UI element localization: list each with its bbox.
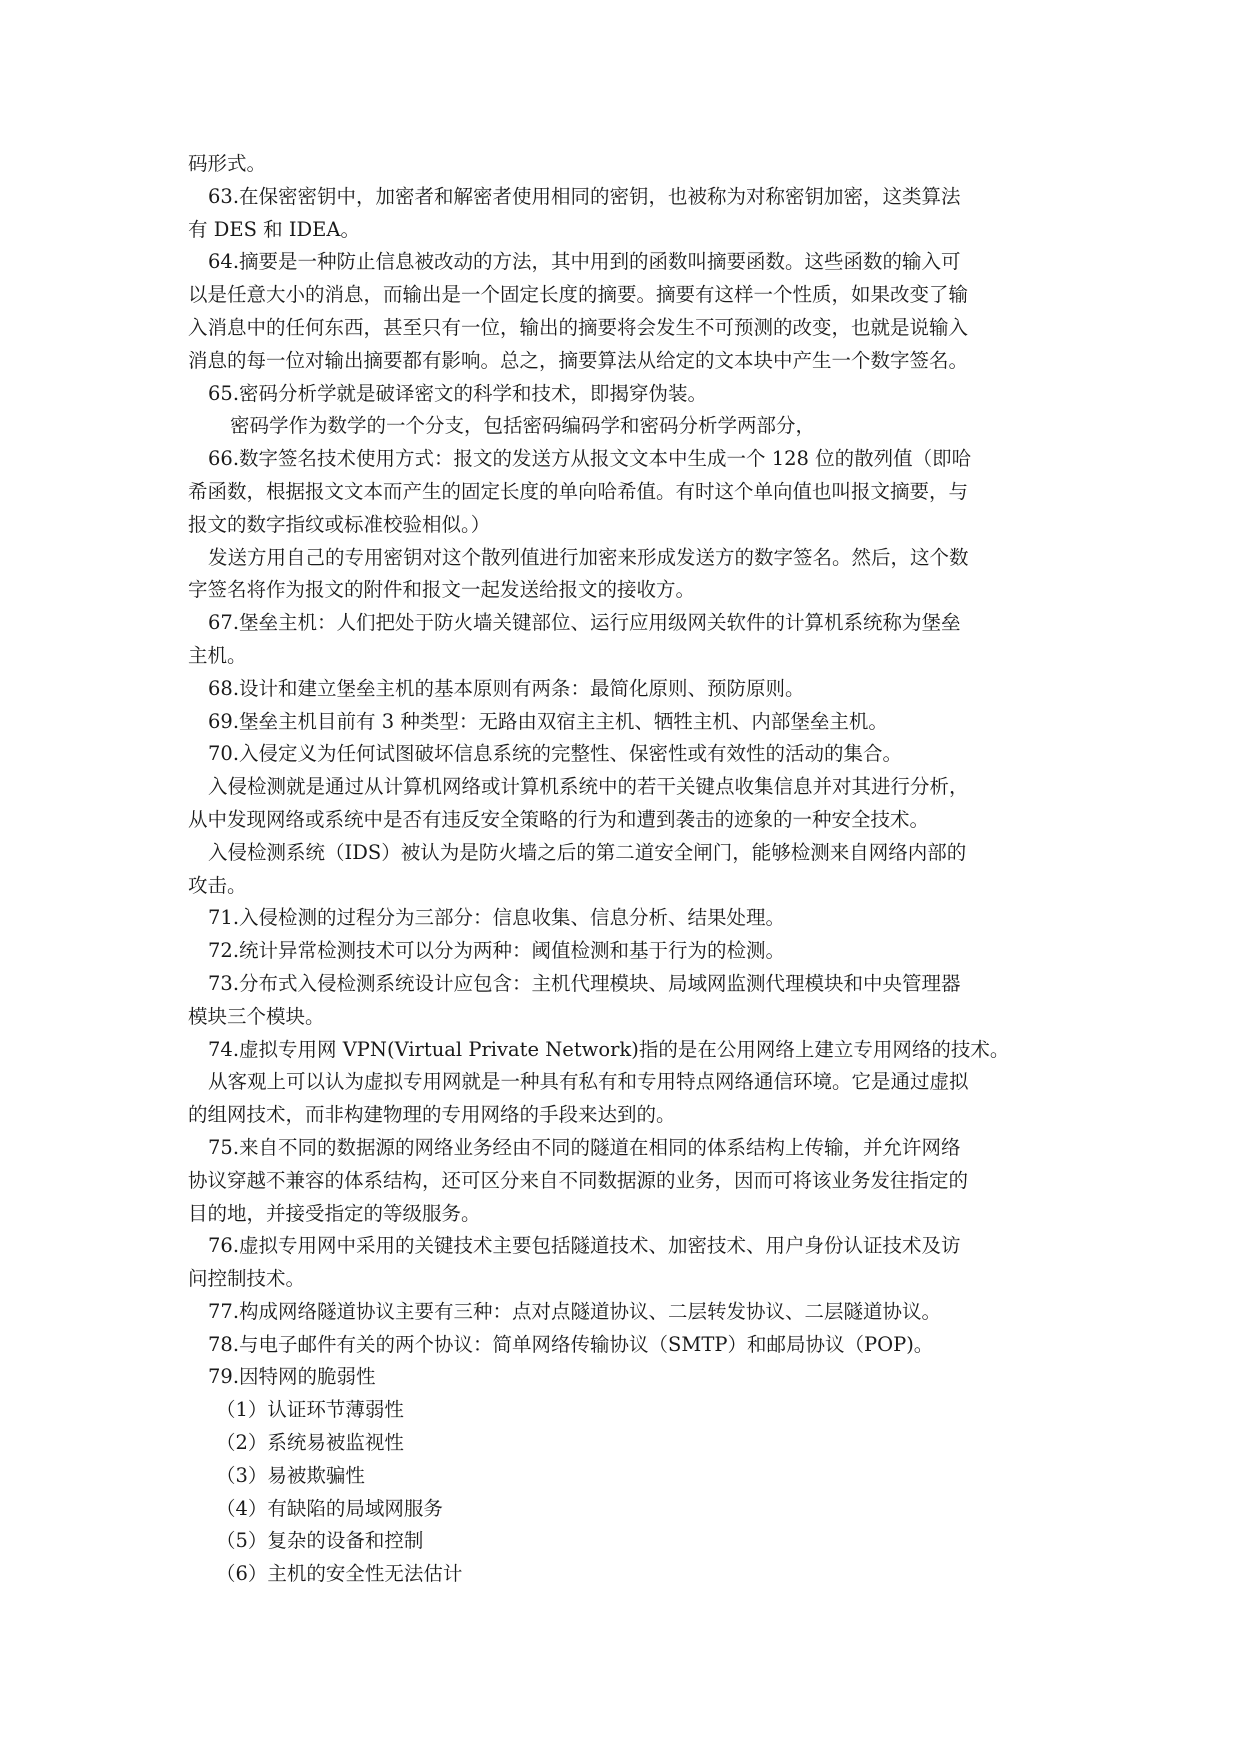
text-line: （5）复杂的设备和控制	[216, 1529, 424, 1553]
text-line: 从中发现网络或系统中是否有违反安全策略的行为和遭到袭击的迹象的一种安全技术。	[188, 807, 930, 831]
text-line: 模块三个模块。	[188, 1004, 325, 1028]
document-body	[188, 148, 1056, 1591]
text-line: 目的地，并接受指定的等级服务。	[188, 1201, 481, 1225]
text-line: 字签名将作为报文的附件和报文一起发送给报文的接收方。	[188, 578, 696, 602]
text-line: （6）主机的安全性无法估计	[216, 1562, 463, 1586]
text-line: 主机。	[188, 643, 247, 667]
text-line: 密码学作为数学的一个分支，包括密码编码学和密码分析学两部分，	[230, 414, 816, 438]
text-line: 73.分布式入侵检测系统设计应包含：主机代理模块、局域网监测代理模块和中央管理器	[208, 971, 961, 995]
text-line: 76.虚拟专用网中采用的关键技术主要包括隧道技术、加密技术、用户身份认证技术及访	[208, 1234, 961, 1258]
text-line: 68.设计和建立堡垒主机的基本原则有两条：最简化原则、预防原则。	[208, 676, 805, 700]
text-line: 63.在保密密钥中，加密者和解密者使用相同的密钥，也被称为对称密钥加密，这类算法	[208, 184, 961, 208]
text-line: 70.入侵定义为任何试图破坏信息系统的完整性、保密性或有效性的活动的集合。	[208, 742, 903, 766]
text-line: 消息的每一位对输出摘要都有影响。总之，摘要算法从给定的文本块中产生一个数字签名。	[188, 348, 969, 372]
text-line: 攻击。	[188, 873, 247, 897]
text-line: 发送方用自己的专用密钥对这个散列值进行加密来形成发送方的数字签名。然后，这个数	[208, 545, 969, 569]
text-line: 78.与电子邮件有关的两个协议：简单网络传输协议（SMTP）和邮局协议（POP)。	[208, 1332, 934, 1356]
text-line: 74.虚拟专用网 VPN(Virtual Private Network)指的是在公用网络上建立专用网络的技术。	[208, 1037, 1010, 1061]
text-line: （2）系统易被监视性	[216, 1431, 404, 1455]
text-line: 66.数字签名技术使用方式：报文的发送方从报文文本中生成一个 128 位的散列值（即哈	[208, 447, 972, 471]
text-line: 72.统计异常检测技术可以分为两种：阈值检测和基于行为的检测。	[208, 939, 786, 963]
text-line: 以是任意大小的消息，而输出是一个固定长度的摘要。摘要有这样一个性质，如果改变了输	[188, 283, 969, 307]
text-line: 75.来自不同的数据源的网络业务经由不同的隧道在相同的体系结构上传输，并允许网络	[208, 1135, 961, 1159]
text-line: 报文的数字指纹或标准校验相似。）	[188, 512, 491, 536]
text-line: （4）有缺陷的局域网服务	[216, 1496, 443, 1520]
text-line: 67.堡垒主机：人们把处于防火墙关键部位、运行应用级网关软件的计算机系统称为堡垒	[208, 611, 961, 635]
text-line: 问控制技术。	[188, 1267, 306, 1291]
text-line: 65.密码分析学就是破译密文的科学和技术，即揭穿伪装。	[208, 381, 708, 405]
text-line: 入侵检测系统（IDS）被认为是防火墙之后的第二道安全闸门，能够检测来自网络内部的	[208, 840, 967, 864]
text-line: 希函数，根据报文文本而产生的固定长度的单向哈希值。有时这个单向值也叫报文摘要，与	[188, 479, 969, 503]
text-line: 69.堡垒主机目前有 3 种类型：无路由双宿主主机、牺牲主机、内部堡垒主机。	[208, 709, 888, 733]
text-line: 入侵检测就是通过从计算机网络或计算机系统中的若干关键点收集信息并对其进行分析，	[208, 775, 969, 799]
text-line: 码形式。	[188, 152, 267, 175]
text-line: 71.入侵检测的过程分为三部分：信息收集、信息分析、结果处理。	[208, 906, 786, 930]
text-line: 有 DES 和 IDEA。	[188, 217, 360, 241]
text-line: 协议穿越不兼容的体系结构，还可区分来自不同数据源的业务，因而可将该业务发往指定的	[188, 1168, 969, 1192]
text-line: （1）认证环节薄弱性	[216, 1398, 404, 1422]
text-line: 从客观上可以认为虚拟专用网就是一种具有私有和专用特点网络通信环境。它是通过虚拟	[208, 1070, 969, 1094]
text-line: （3）易被欺骗性	[216, 1463, 365, 1487]
text-line: 79.因特网的脆弱性	[208, 1365, 376, 1389]
text-line: 64.摘要是一种防止信息被改动的方法，其中用到的函数叫摘要函数。这些函数的输入可	[208, 250, 961, 274]
text-line: 77.构成网络隧道协议主要有三种：点对点隧道协议、二层转发协议、二层隧道协议。	[208, 1299, 942, 1323]
text-line: 的组网技术，而非构建物理的专用网络的手段来达到的。	[188, 1103, 676, 1127]
text-line: 入消息中的任何东西，甚至只有一位，输出的摘要将会发生不可预测的改变，也就是说输入	[188, 315, 969, 339]
